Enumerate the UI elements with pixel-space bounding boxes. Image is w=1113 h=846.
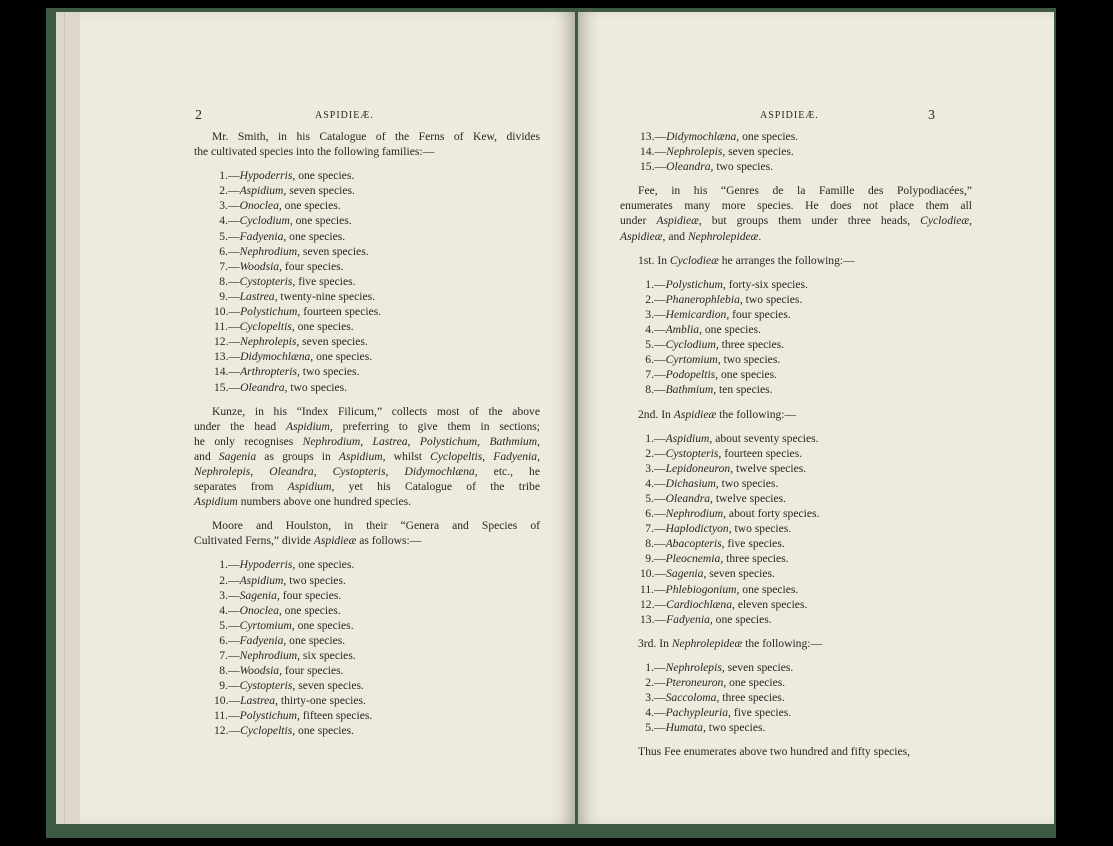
genus-name: Hypoderris, [239,558,296,572]
genus-name: Cardiochlæna, [666,597,735,611]
item-number: 1. [219,558,228,572]
genus-name: Aspidium, [239,184,287,198]
list-item: 6.—Nephrodium, seven species. [194,244,540,259]
item-number: 7. [219,259,228,273]
genus-name: Abacopteris, [665,537,725,551]
list-item: 7.—Nephrodium, six species. [194,648,540,663]
genus-name: Nephrodium, [239,244,301,258]
item-number: 5. [219,229,228,243]
genus-name: Dichasium, [665,476,719,490]
genus-name: Pteroneuron, [665,676,727,689]
list-item: 8.—Abacopteris, five species. [620,536,972,551]
item-number: 13. [640,130,655,143]
genus-name: Polystichum, [239,709,300,723]
item-number: 5. [645,721,654,735]
genus-name: Pleocnemia, [665,552,724,566]
paragraph-line: Nephrolepis, Oleandra, Cystopteris, Didymochlæna, etc., he [194,464,541,478]
list-item: 6.—Fadyenia, one species. [194,633,540,648]
item-number: 10. [214,305,229,319]
paragraph-line: he only recognises Nephrodium, Lastrea, Polystichum, Bathmium, [194,434,541,448]
item-number: 2. [219,573,228,587]
list-item: 3.—Lepidoneuron, twelve species. [620,461,972,476]
list-item: 7.—Haplodictyon, two species. [620,521,972,536]
item-number: 6. [219,244,228,258]
list-item: 14.—Nephrolepis, seven species. [640,145,794,159]
item-number: 4. [219,214,228,228]
paragraph-line: under the head Aspidium, preferring to give them in sections; [194,419,540,433]
list-item: 8.—Cystopteris, five species. [194,274,540,289]
item-number: 5. [219,618,228,632]
paragraph-line: Cultivated Ferns,” divide Aspidieæ as follows:— [194,534,422,548]
genus-name: Fadyenia, [666,612,713,626]
running-head: ASPIDIEÆ. [760,110,819,121]
list-item: 13.—Didymochlæna, one species. [640,130,799,143]
list-item: 11.—Polystichum, fifteen species. [214,709,373,723]
item-number: 2. [645,676,654,689]
item-number: 2. [645,292,654,306]
item-number: 15. [214,380,229,394]
item-number: 14. [214,365,229,379]
item-number: 7. [219,649,228,662]
item-number: 10. [214,694,229,708]
genus-name: Fadyenia, [239,229,287,243]
list-item: 6.—Cyrtomium, two species. [620,352,972,367]
list-item: 4.—Cyclodium, one species. [194,213,540,228]
list-item: 4.—Dichasium, two species. [620,476,972,491]
item-number: 1. [219,169,228,183]
list-item: 3.—Saccoloma, three species. [620,690,972,705]
paragraph-line: under Aspidieæ, but groups them under three heads, Cyclodieæ, [620,214,973,228]
list-item: 12.—Cardiochlæna, eleven species. [640,597,808,611]
list-item: 3.—Onoclea, one species. [194,198,540,213]
genus-name: Sagenia, [666,567,707,581]
item-number: 11. [640,582,655,596]
genus-name: Oleandra, [666,160,714,174]
item-number: 9. [219,289,228,303]
section-heading: 2nd. In Aspidieæ the following:— [638,407,797,421]
item-number: 8. [219,274,228,288]
item-number: 11. [214,709,229,723]
left-page [80,12,575,824]
genus-name: Arthropteris, [240,365,300,379]
genus-name: Aspidium, [665,431,713,445]
genus-name: Humata, [665,721,706,735]
item-number: 4. [219,603,228,617]
list-item: 2.—Phanerophlebia, two species. [620,292,972,307]
item-number: 10. [640,567,655,581]
list-item: 4.—Pachypleuria, five species. [620,705,972,720]
genus-name: Onoclea, [239,603,282,617]
list-item: 4.—Amblia, one species. [620,322,972,337]
list-item: 12.—Cyclopeltis, one species. [214,724,355,738]
list-item: 1.—Polystichum, forty-six species. [620,277,972,292]
item-number: 7. [645,522,654,536]
item-number: 5. [645,491,654,505]
item-number: 1. [645,277,654,291]
list-item: 10.—Polystichum, fourteen species. [214,305,382,319]
genus-name: Cystopteris, [239,679,296,693]
item-number: 11. [214,320,229,334]
genus-name: Phanerophlebia, [665,292,743,306]
item-number: 8. [219,664,228,678]
item-number: 1. [645,660,654,674]
page-edges [56,12,81,824]
paragraph-line: Aspidieæ, and Nephrolepideæ. [620,229,762,243]
item-number: 13. [640,612,655,626]
list-item: 2.—Aspidium, seven species. [194,183,540,198]
genus-name: Hemicardion, [665,307,730,321]
genus-name: Amblia, [665,323,702,337]
list-item: 6.—Nephrodium, about forty species. [620,506,972,521]
section-heading: 3rd. In Nephrolepideæ the following:— [638,636,823,650]
item-number: 3. [219,199,228,213]
genus-name: Didymochlæna, [666,130,740,143]
item-number: 7. [645,368,654,382]
page-number: 2 [195,108,202,123]
genus-name: Saccoloma, [665,691,720,705]
list-item: 10.—Lastrea, thirty-one species. [214,694,366,708]
genus-name: Cyrtomium, [665,353,721,367]
genus-name: Lastrea, [240,694,278,708]
list-item: 13.—Fadyenia, one species. [640,612,772,626]
item-number: 4. [645,476,654,490]
item-number: 6. [645,507,654,521]
item-number: 9. [645,552,654,566]
list-item: 2.—Cystopteris, fourteen species. [620,446,972,461]
genus-name: Podopeltis, [665,368,719,382]
item-number: 2. [645,446,654,460]
item-number: 2. [219,184,228,198]
list-item: 12.—Nephrolepis, seven species. [214,335,368,349]
genus-name: Sagenia, [239,588,280,602]
right-page [578,12,1054,824]
page-edge-line [64,12,65,824]
genus-name: Nephrolepis, [666,145,726,159]
genus-name: Hypoderris, [239,169,296,183]
genus-name: Didymochlæna, [240,350,314,364]
genus-name: Woodsia, [239,259,283,273]
genus-name: Cystopteris, [239,274,296,288]
item-number: 3. [645,691,654,705]
list-item: 5.—Fadyenia, one species. [194,229,540,244]
genus-name: Lastrea, [239,289,278,303]
genus-name: Nephrodium, [665,507,727,521]
item-number: 8. [645,383,654,397]
item-number: 8. [645,537,654,551]
item-number: 13. [214,350,229,364]
list-item: 3.—Sagenia, four species. [194,588,540,603]
page-number: 3 [928,108,935,123]
genus-name: Bathmium, [665,383,717,397]
item-number: 3. [219,588,228,602]
list-item: 1.—Hypoderris, one species. [194,168,540,183]
genus-name: Cystopteris, [665,446,722,460]
genus-name: Onoclea, [239,199,282,213]
item-number: 9. [219,679,228,693]
list-item: 1.—Aspidium, about seventy species. [620,431,972,446]
list-item: 5.—Cyclodium, three species. [620,337,972,352]
paragraph-line: and Sagenia as groups in Aspidium, whilst Cyclopeltis, Fadyenia, [194,449,540,463]
genus-name: Polystichum, [665,277,726,291]
item-number: 12. [640,597,655,611]
item-number: 15. [640,160,655,174]
genus-name: Cyclodium, [239,214,293,228]
item-number: 4. [645,323,654,337]
item-number: 6. [219,633,228,647]
item-number: 3. [645,307,654,321]
genus-name: Oleandra, [665,491,713,505]
genus-name: Lepidoneuron, [665,461,734,475]
item-number: 3. [645,461,654,475]
genus-name: Woodsia, [239,664,283,678]
list-item: 2.—Pteroneuron, one species. [620,675,972,690]
section-heading: 1st. In Cyclodieæ he arranges the following:— [638,253,855,267]
item-number: 12. [214,335,229,349]
list-item: 8.—Woodsia, four species. [194,663,540,678]
genus-name: Phlebiogonium, [665,582,740,596]
genus-name: Haplodictyon, [665,522,732,536]
list-item: 9.—Lastrea, twenty-nine species. [194,289,540,304]
paragraph-line: Aspidium numbers above one hundred species. [194,495,412,509]
list-item: 8.—Bathmium, ten species. [620,382,972,397]
item-number: 4. [645,706,654,720]
genus-name: Aspidium, [239,573,287,587]
paragraph-line: Moore and Houlston, in their “Genera and Species of [212,519,540,533]
list-item: 5.—Cyrtomium, one species. [194,618,540,633]
genus-name: Cyclopeltis, [240,724,296,738]
list-item: 9.—Pleocnemia, three species. [620,551,972,566]
left-page-text [194,129,540,739]
genus-name: Cyrtomium, [239,618,295,632]
genus-name: Oleandra, [240,380,288,394]
list-item: 1.—Nephrolepis, seven species. [620,660,972,675]
running-head: ASPIDIEÆ. [315,110,374,121]
list-item: 15.—Oleandra, two species. [214,380,348,394]
list-item: 9.—Cystopteris, seven species. [194,678,540,693]
paragraph-line: Mr. Smith, in his Catalogue of the Ferns of Kew, divides [212,130,540,143]
genus-name: Cyclodium, [665,338,719,352]
item-number: 12. [214,724,229,738]
list-item: 4.—Onoclea, one species. [194,603,540,618]
paragraph-line: enumerates many more species. He does not place them all [620,199,972,213]
item-number: 5. [645,338,654,352]
item-number: 1. [645,431,654,445]
item-number: 6. [645,353,654,367]
list-item: 3.—Hemicardion, four species. [620,307,972,322]
genus-name: Pachypleuria, [665,706,731,720]
item-number: 14. [640,145,655,159]
right-page-text [620,129,972,759]
paragraph-line: the cultivated species into the following families:— [194,145,435,159]
list-item: 7.—Woodsia, four species. [194,259,540,274]
list-item: 11.—Cyclopeltis, one species. [214,320,354,334]
paragraph-line: Thus Fee enumerates above two hundred and fifty species, [638,745,911,759]
list-item: 13.—Didymochlæna, one species. [214,350,373,364]
genus-name: Fadyenia, [239,633,287,647]
list-item: 5.—Humata, two species. [620,720,972,735]
paragraph-line: Kunze, in his “Index Filicum,” collects most of the above [212,404,540,418]
list-item: 14.—Arthropteris, two species. [214,365,360,379]
list-item: 10.—Sagenia, seven species. [640,567,775,581]
list-item: 1.—Hypoderris, one species. [194,557,540,572]
list-item: 11.—Phlebiogonium, one species. [640,582,799,596]
list-item: 15.—Oleandra, two species. [640,160,774,174]
genus-name: Nephrodium, [239,649,301,662]
list-item: 5.—Oleandra, twelve species. [620,491,972,506]
genus-name: Polystichum, [240,305,301,319]
genus-name: Cyclopeltis, [239,320,295,334]
list-item: 7.—Podopeltis, one species. [620,367,972,382]
genus-name: Nephrolepis, [665,660,725,674]
paragraph-line: separates from Aspidium, yet his Catalogue of the tribe [194,480,540,494]
list-item: 2.—Aspidium, two species. [194,573,540,588]
paragraph-line: Fee, in his “Genres de la Famille des Polypodiacées,” [638,184,972,198]
genus-name: Nephrolepis, [240,335,300,349]
